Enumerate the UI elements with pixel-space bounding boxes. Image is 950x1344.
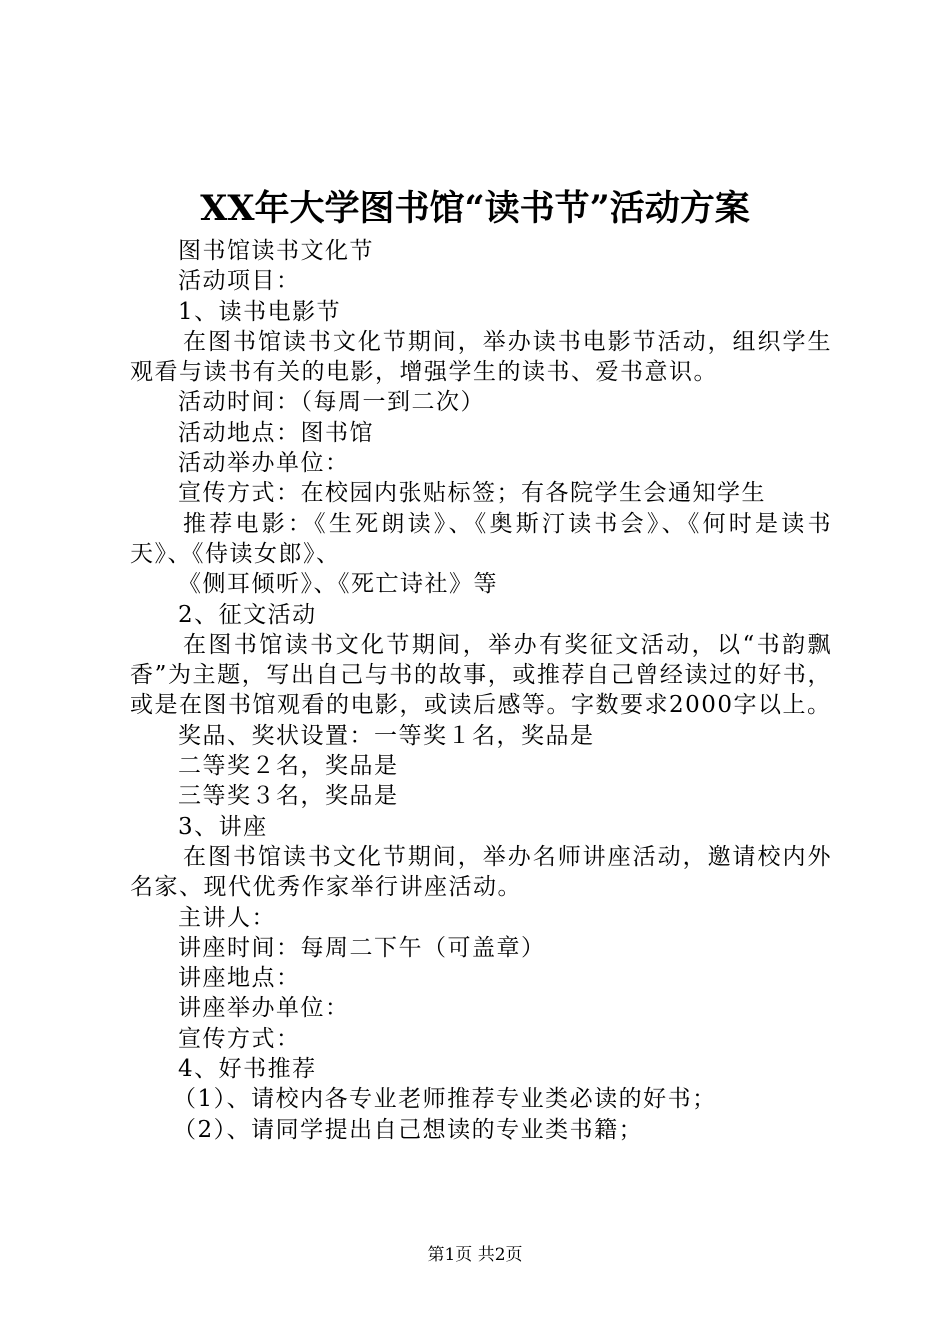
- paragraph: 活动举办单位：: [178, 450, 350, 477]
- list-item: （1）、请校内各专业老师推荐专业类必读的好书；: [173, 1086, 717, 1113]
- paragraph: 二等奖２名，奖品是: [178, 753, 399, 780]
- section-heading: 2、征文活动: [178, 601, 317, 628]
- paragraph: 活动地点：图书馆: [178, 419, 374, 446]
- section-heading: 3、讲座: [178, 813, 268, 840]
- document-body: [130, 236, 832, 1145]
- paragraph: 在图书馆读书文化节期间，举办读书电影节活动，组织学生观看与读书有关的电影，增强学生的读书、爱书意识。: [130, 328, 832, 386]
- paragraph: 讲座举办单位：: [178, 995, 350, 1022]
- paragraph: 三等奖３名，奖品是: [178, 783, 399, 810]
- paragraph: 讲座时间：每周二下午（可盖章）: [178, 934, 546, 961]
- page-number: 第1页 共2页: [427, 1245, 523, 1265]
- paragraph: 奖品、奖状设置：一等奖１名，奖品是: [178, 722, 595, 749]
- paragraph: 宣传方式：: [178, 1025, 301, 1052]
- paragraph: 在图书馆读书文化节期间，举办名师讲座活动，邀请校内外名家、现代优秀作家举行讲座活动。: [130, 843, 832, 901]
- paragraph: 活动项目：: [178, 268, 301, 295]
- paragraph: 图书馆读书文化节: [178, 238, 374, 264]
- paragraph: 主讲人：: [178, 904, 276, 931]
- document-title: XX年大学图书馆“读书节”活动方案: [200, 188, 750, 229]
- paragraph: 讲座地点：: [178, 965, 301, 992]
- list-item: （2）、请同学提出自己想读的专业类书籍；: [173, 1116, 644, 1143]
- section-heading: 1、读书电影节: [178, 298, 342, 325]
- paragraph: 活动时间：（每周一到二次）: [178, 389, 485, 416]
- paragraph: 在图书馆读书文化节期间，举办有奖征文活动，以“书韵飘香”为主题，写出自己与书的故事，或推荐自己曾经读过的好书，或是在图书馆观看的电影，或读后感等。字数要求2000字以上。: [130, 631, 832, 719]
- paragraph: 宣传方式：在校园内张贴标签；有各院学生会通知学生: [178, 480, 766, 507]
- section-heading: 4、好书推荐: [178, 1056, 317, 1083]
- paragraph: 推荐电影：《生死朗读》、《奥斯汀读书会》、《何时是读书天》、《侍读女郎》、: [130, 510, 832, 567]
- paragraph: 《侧耳倾听》、《死亡诗社》等: [178, 571, 498, 598]
